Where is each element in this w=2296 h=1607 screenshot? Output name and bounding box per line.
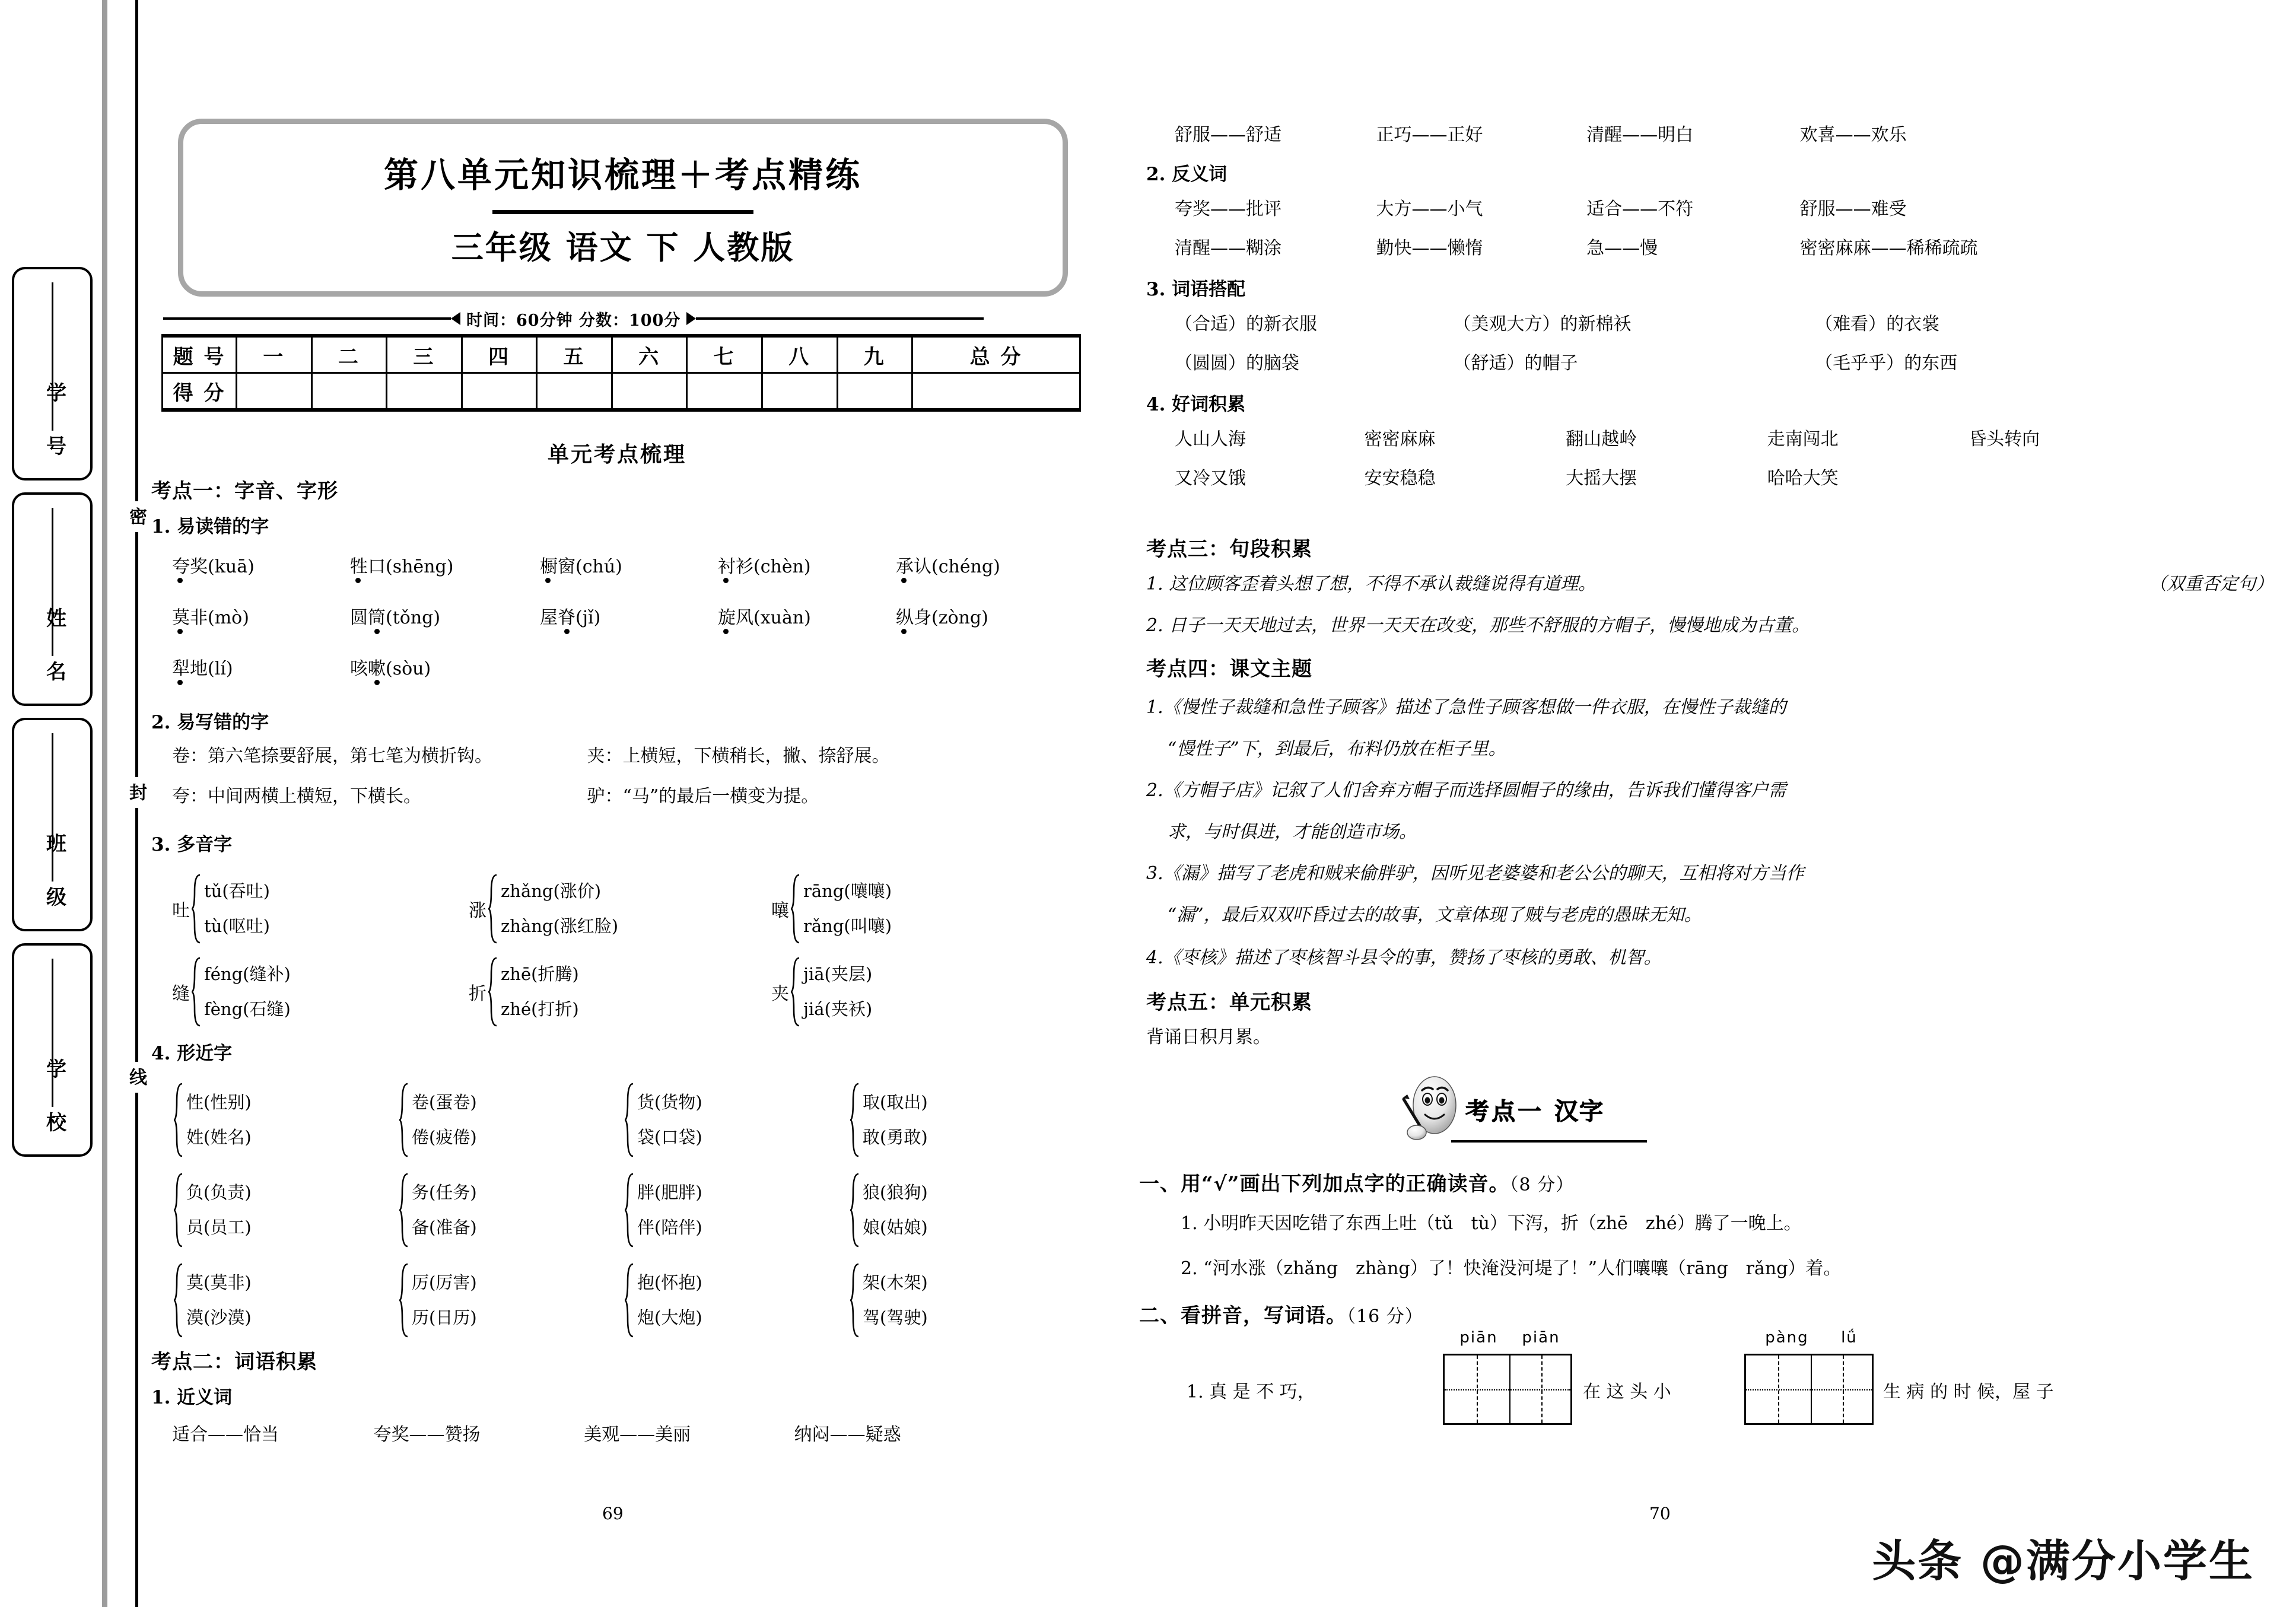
goodword-2-4: 哈哈大笑 [1767,468,1839,489]
polyphone-char: 嚷 [771,900,789,921]
exercise-1-score: （8 分） [1509,1175,1575,1195]
theme-item-3-line-1 [1146,860,2279,887]
emphasis-dot-icon [355,578,361,583]
synonym-1-3: 美观——美丽 [584,1424,691,1445]
similar-char-entry [172,1083,397,1157]
exercise-2-q1-mid: 在 这 头 小 [1583,1382,1671,1402]
collocation-1-3: （难看）的衣裳 [1815,314,1940,335]
score-col-9: 九 [837,336,912,373]
score-cell-1[interactable] [237,373,312,410]
similar-char-entry [172,1173,397,1248]
emphasis-dot-icon [901,629,907,634]
polyphone-row [172,867,1086,950]
score-cell-4[interactable] [462,373,537,410]
similar-char-item: 抱(怀抱) [637,1272,702,1293]
pinyin-group-1 [1448,1329,1572,1347]
sentence-item-1 [1146,571,2273,597]
score-table[interactable] [161,334,1081,412]
synonym-2-4: 欢喜——欢乐 [1799,125,1907,145]
misread-word: 橱窗(chú) [540,552,718,578]
emphasis-dot-icon [177,629,183,634]
score-col-4: 四 [462,336,537,373]
polyphone-reading: zhē(折腾) [501,963,579,984]
polyphone-reading: fèng(石缝) [204,999,291,1019]
polyphone-char: 夹 [771,984,789,1004]
page-title: 第八单元知识梳理＋考点精练 [383,155,862,195]
triangle-left-icon [451,312,460,325]
collocation-row-2 [1175,350,2284,377]
page-subtitle: 三年级 语文 下 人教版 [451,228,795,266]
field-name[interactable] [12,492,93,706]
sentence-1-num: 1. [1146,574,1163,594]
kaodian-1-heading: 考点一：字音、字形 [151,479,338,503]
kaodian1-sub-2: 2. 易写错的字 [151,712,269,733]
misread-word: 旋风(xuàn) [718,603,896,629]
similar-char-item: 娘(姑娘) [863,1217,928,1237]
collocation-2-3: （毛乎乎）的东西 [1815,353,1958,374]
polyphone-entry [172,874,469,944]
exercise-1-question-2[interactable] [1181,1255,2284,1282]
field-school[interactable] [12,943,93,1157]
similar-char-entry [623,1263,848,1338]
score-col-1: 一 [237,336,312,373]
kaodian-3-heading: 考点三：句段积累 [1146,537,1312,561]
theme-item-2-line-1 [1146,777,2279,804]
synonym-1-4: 纳闷——疑惑 [794,1424,901,1445]
goodword-2-1: 又冷又饿 [1175,468,1246,489]
exercise-2-title: 二、看拼音，写词语。 [1139,1304,1347,1328]
polyphone-reading: jiá(夹袄) [803,999,873,1019]
polyphone-reading: jiā(夹层) [803,963,873,984]
synonym-row-2 [1175,122,2284,148]
kaodian-2-heading: 考点二：词语积累 [151,1350,317,1374]
egg-face-with-pencil-icon [1394,1071,1465,1148]
misread-word: 牲口(shēng) [350,552,540,578]
field-student-id-label: 学 号 [42,382,66,469]
brace-icon [790,874,802,944]
misread-row [172,603,1086,654]
theme-item-4 [1146,944,2279,971]
miswritten-1-1: 卷：第六笔捺要舒展，第七笔为横折钩。 [172,746,492,766]
pinyin-group-2 [1749,1329,1874,1347]
banner-label: 考点一 [1465,1097,1544,1125]
exercise-2-q1-post: 生 病 的 时 候，屋 子 [1883,1382,2054,1402]
misread-word: 夸奖(kuā) [172,552,350,578]
synonym-row-1 [172,1421,1086,1448]
brace-icon [399,1083,411,1157]
kaodian1-sub-3: 3. 多音字 [151,834,233,855]
polyphone-entry [172,957,469,1027]
miswritten-1-2: 夹：上横短，下横稍长，撇、捺舒展。 [587,746,890,766]
theme-1-l1: 《慢性子裁缝和急性子顾客》描述了急性子顾客想做一件衣服，在慢性子裁缝的 [1163,697,1786,718]
time-score-bar [163,307,1083,330]
similar-char-entry [397,1173,623,1248]
similar-char-entry [397,1263,623,1338]
field-class-label: 班 级 [42,833,66,919]
polyphone-reading: tù(呕吐) [204,916,270,936]
similar-char-item: 厉(厉害) [412,1272,477,1293]
brace-icon [399,1263,411,1338]
pinyin-1-1: piān [1459,1329,1498,1347]
brace-icon [191,957,203,1027]
emphasis-dot-icon [374,629,380,634]
brace-icon [399,1173,411,1248]
polyphone-entry [771,957,1068,1027]
exercise-2-score: （16 分） [1347,1306,1423,1327]
q1-text: 小明昨天因吃错了东西上吐（tǔ tù）下泻，折（zhē zhé）腾了一晚上。 [1203,1213,1802,1234]
similar-char-entry [397,1083,623,1157]
similar-char-item: 取(取出) [863,1092,928,1112]
brace-icon [850,1173,861,1248]
emphasis-dot-icon [545,578,551,583]
q2-num: 2. [1181,1258,1198,1279]
polyphone-reading: rǎng(叫嚷) [803,916,892,936]
q1-num: 1. [1181,1213,1198,1234]
sentence-1-tag: （双重否定句） [2149,574,2273,594]
similar-char-item: 胖(肥胖) [637,1182,702,1202]
antonym-1-2: 大方——小气 [1376,199,1483,219]
score-cell-8[interactable] [762,373,837,410]
q1b-num: 1. [1187,1382,1204,1402]
time-score-text: 时间：60分钟 分数：100分 [466,311,681,330]
antonym-2-2: 勤快——懒惰 [1376,238,1483,259]
q2-text: “河水涨（zhǎng zhàng）了！快淹没河堤了！”人们嚷嚷（rāng rǎng）着。 [1203,1258,1842,1279]
similar-char-item: 卷(蛋卷) [412,1092,477,1112]
similar-char-item: 历(日历) [412,1307,477,1328]
easily-misread-words [172,552,1086,705]
antonym-1-1: 夸奖——批评 [1175,199,1281,219]
easily-miswritten-r1 [172,743,1086,769]
exercise-1-heading [1139,1167,1574,1197]
brace-icon [173,1173,185,1248]
field-class[interactable] [12,718,93,931]
page-number-right: 70 [1649,1504,1671,1523]
misread-word: 圆筒(tǒng) [350,603,540,629]
goodword-1-5: 昏头转向 [1969,429,2040,450]
brace-icon [173,1083,185,1157]
theme-item-1-line-2: “慢性子”下，到最后，布料仍放在柜子里。 [1168,739,1506,759]
sentence-2-num: 2. [1146,615,1163,636]
polyphone-reading: tǔ(吞吐) [204,880,270,901]
antonym-row-2 [1175,235,2284,262]
score-header-label: 题 号 [163,336,237,373]
antonym-2-1: 清醒——糊涂 [1175,238,1281,259]
brace-icon [790,957,802,1027]
kaodian2-sub-4: 4. 好词积累 [1146,394,1246,415]
similar-char-item: 架(木架) [863,1272,928,1293]
kaodian2-sub-1: 1. 近义词 [151,1387,233,1408]
theme-1-num: 1. [1146,697,1163,718]
similar-char-item: 驾(驾驶) [863,1307,928,1328]
banner-text [1465,1093,1604,1127]
good-words-row-1 [1175,426,2284,453]
antonym-row-1 [1175,196,2284,222]
exercise-2-heading [1139,1299,1423,1328]
kaodian1-sub-1: 1. 易读错的字 [151,516,269,537]
similar-char-item: 性(性别) [186,1092,252,1112]
exercise-1-title: 一、用“√”画出下列加点字的正确读音。 [1139,1172,1510,1196]
similar-char-item: 袋(口袋) [637,1127,702,1147]
score-col-2: 二 [311,336,387,373]
similar-char-item: 货(货物) [637,1092,702,1112]
emphasis-dot-icon [177,680,183,685]
misread-row [172,654,1086,705]
emphasis-dot-icon [901,578,907,583]
banner-underline [1451,1140,1647,1143]
goodword-1-4: 走南闯北 [1767,429,1839,450]
brace-icon [624,1173,636,1248]
collocation-row-1 [1175,311,2284,338]
synonym-2-1: 舒服——舒适 [1175,125,1281,145]
watermark: 头条 @满分小学生 [1872,1536,2254,1587]
kaodian-4-heading: 考点四：课文主题 [1146,657,1312,681]
goodword-2-3: 大摇大摆 [1566,468,1637,489]
score-cell-5[interactable] [537,373,612,410]
kaodian2-sub-2: 2. 反义词 [1146,164,1227,185]
kaodian1-sub-4: 4. 形近字 [151,1043,233,1064]
writing-grid-1[interactable] [1443,1354,1572,1425]
kaodian-5-text: 背诵日积月累。 [1146,1027,1271,1048]
polyphone-group [172,867,1086,1033]
similar-char-item: 狼(狼狗) [863,1182,928,1202]
misread-word: 咳嗽(sòu) [350,654,540,680]
kaodian-5-heading: 考点五：单元积累 [1146,991,1312,1014]
emphasis-dot-icon [723,578,729,583]
polyphone-entry [469,874,771,944]
similar-char-item: 员(员工) [186,1217,252,1237]
score-col-8: 八 [762,336,837,373]
similar-char-item: 炮(大炮) [637,1307,702,1328]
theme-item-2-line-2: 求，与时俱进，才能创造市场。 [1168,822,1417,842]
seal-char-feng: 封 [127,777,145,808]
brace-icon [850,1083,861,1157]
antonym-1-3: 适合——不符 [1586,199,1694,219]
synonym-1-1: 适合——恰当 [172,1424,279,1445]
polyphone-reading: zhé(打折) [501,999,579,1019]
polyphone-entry [771,874,1068,944]
title-divider [492,210,753,214]
brace-icon [488,957,500,1027]
synonym-2-2: 正巧——正好 [1376,125,1483,145]
score-cell-6[interactable] [612,373,687,410]
misread-word: 纵身(zòng) [896,603,1086,629]
sentence-2-text: 日子一天天地过去，世界一天天在改变，那些不舒服的方帽子，慢慢地成为古董。 [1169,615,1810,636]
theme-4-num: 4. [1146,947,1163,968]
exercise-1-question-1[interactable] [1181,1210,2284,1237]
margin-rule-gray [102,0,107,1607]
triangle-right-icon [686,312,696,325]
polyphone-char: 吐 [172,900,190,921]
seal-char-xian: 线 [127,1062,145,1093]
polyphone-char: 涨 [469,900,486,921]
easily-miswritten-r2 [172,783,1086,810]
score-cell-9[interactable] [837,373,912,410]
brace-icon [624,1083,636,1157]
miswritten-2-2: 驴：“马”的最后一横变为提。 [587,786,819,807]
similar-char-entry [172,1263,397,1338]
similar-char-entry [623,1173,848,1248]
exam-point-banner [1394,1068,1928,1151]
section-title: 单元考点梳理 [547,442,686,467]
page-number-left: 69 [602,1504,624,1523]
collocation-1-1: （合适）的新衣服 [1175,314,1317,335]
misread-word: 莫非(mò) [172,603,350,629]
sentence-1-text: 这位顾客歪着头想了想，不得不承认裁缝说得有道理。 [1169,574,1597,594]
brace-icon [488,874,500,944]
similar-characters-group [172,1075,1086,1345]
brace-icon [191,874,203,944]
brace-icon [173,1263,185,1338]
polyphone-reading: rāng(嚷嚷) [803,880,892,901]
similar-char-item: 倦(疲倦) [412,1127,477,1147]
score-row-label: 得 分 [163,373,237,410]
emphasis-dot-icon [374,680,380,685]
emphasis-dot-icon [723,629,729,634]
score-col-7: 七 [687,336,762,373]
field-student-id[interactable] [12,267,93,480]
misread-row [172,552,1086,603]
emphasis-dot-icon [564,629,570,634]
goodword-1-2: 密密麻麻 [1364,429,1436,450]
goodword-1-1: 人山人海 [1175,429,1246,450]
pinyin-2-1: pàng [1765,1329,1809,1347]
misread-word: 衬衫(chèn) [718,552,896,578]
brace-icon [624,1263,636,1338]
theme-4-l1: 《枣核》描述了枣核智斗县令的事，赞扬了枣核的勇敢、机智。 [1163,947,1662,968]
brace-icon [850,1263,861,1338]
score-col-total: 总 分 [912,336,1080,373]
table-row-header [163,336,1080,373]
exercise-2-q1-prefix [1187,1379,1315,1405]
collocation-2-1: （圆圆）的脑袋 [1175,353,1299,374]
banner-sub: 汉字 [1554,1097,1604,1125]
pinyin-2-2: lǘ [1841,1329,1858,1347]
miswritten-2-1: 夸：中间两横上横短，下横长。 [172,786,421,807]
score-col-5: 五 [537,336,612,373]
score-cell-total[interactable] [912,373,1080,410]
q1b-pre: 真 是 不 巧， [1209,1382,1315,1402]
score-col-6: 六 [612,336,687,373]
title-card [178,119,1068,297]
similar-char-row [172,1075,1086,1165]
similar-char-item: 备(准备) [412,1217,477,1237]
emphasis-dot-icon [177,578,183,583]
similar-char-item: 莫(莫非) [186,1272,252,1293]
misread-word: 犁地(lí) [172,654,350,680]
goodword-1-3: 翻山越岭 [1566,429,1637,450]
similar-char-item: 敢(勇敢) [863,1127,928,1147]
similar-char-row [172,1255,1086,1345]
polyphone-reading: zhàng(涨红脸) [501,916,619,936]
misread-word: 屋脊(jǐ) [540,603,718,629]
theme-3-l1: 《漏》描写了老虎和贼来偷胖驴，因听见老婆婆和老公公的聊天，互相将对方当作 [1163,863,1804,884]
antonym-2-4: 密密麻麻——稀稀疏疏 [1799,238,1978,259]
polyphone-reading: féng(缝补) [204,963,291,984]
collocation-1-2: （美观大方）的新棉袄 [1453,314,1632,335]
table-row-scores [163,373,1080,410]
polyphone-char: 缝 [172,984,190,1004]
field-school-label: 学 校 [42,1058,66,1145]
field-name-label: 姓 名 [42,607,66,694]
theme-item-1-line-1 [1146,694,2279,721]
synonym-1-2: 夸奖——赞扬 [373,1424,481,1445]
similar-char-item: 负(负责) [186,1182,252,1202]
antonym-2-3: 急——慢 [1586,238,1658,259]
similar-char-item: 务(任务) [412,1182,477,1202]
theme-2-l1: 《方帽子店》记叙了人们舍弃方帽子而选择圆帽子的缘由，告诉我们懂得客户需 [1163,780,1786,801]
polyphone-entry [469,957,771,1027]
kaodian2-sub-3: 3. 词语搭配 [1146,279,1246,300]
similar-char-item: 姓(姓名) [186,1127,252,1147]
misread-word: 承认(chéng) [896,552,1086,578]
antonym-1-4: 舒服——难受 [1799,199,1907,219]
collocation-2-2: （舒适）的帽子 [1453,353,1578,374]
pinyin-1-2: piān [1522,1329,1560,1347]
theme-2-num: 2. [1146,780,1163,801]
similar-char-entry [848,1263,1074,1338]
score-col-3: 三 [387,336,462,373]
similar-char-entry [848,1173,1074,1248]
similar-char-item: 漠(沙漠) [186,1307,252,1328]
similar-char-entry [623,1083,848,1157]
score-cell-7[interactable] [687,373,762,410]
score-cell-3[interactable] [387,373,462,410]
synonym-2-3: 清醒——明白 [1586,125,1694,145]
score-cell-2[interactable] [311,373,387,410]
writing-grid-2[interactable] [1744,1354,1874,1425]
similar-char-row [172,1165,1086,1255]
similar-char-entry [848,1083,1074,1157]
theme-item-3-line-2: “漏”，最后双双吓昏过去的故事，文章体现了贼与老虎的愚昧无知。 [1168,905,1702,925]
polyphone-reading: zhǎng(涨价) [501,880,602,901]
goodword-2-2: 安安稳稳 [1364,468,1436,489]
theme-3-num: 3. [1146,863,1163,884]
polyphone-char: 折 [469,984,486,1004]
similar-char-item: 伴(陪伴) [637,1217,702,1237]
seal-char-mi: 密 [127,501,145,532]
good-words-row-2 [1175,465,2284,492]
polyphone-row [172,950,1086,1033]
sentence-item-2 [1146,612,2273,639]
